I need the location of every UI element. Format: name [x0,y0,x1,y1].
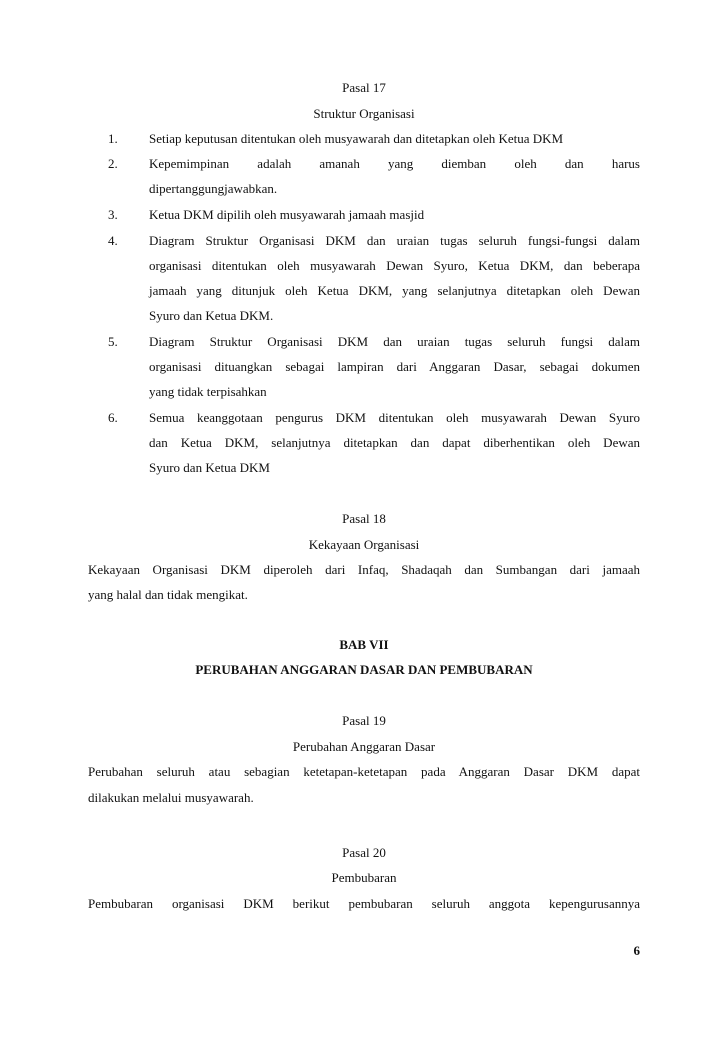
pasal-20-title: Pasal 20 [342,845,386,860]
item-4-line-4: Syuro dan Ketua DKM. [149,308,274,323]
pasal-18-line-2: yang halal dan tidak mengikat. [88,587,248,602]
item-5-line-2: organisasi dituangkan sebagai lampiran dari Anggaran Dasar, sebagai dokumen [149,359,640,374]
item-4-line-2: organisasi ditentukan oleh musyawarah Dewan Syuro, Ketua DKM, dan beberapa [149,258,640,273]
item-1-number: 1. [108,131,118,146]
item-6-line-1: Semua keanggotaan pengurus DKM ditentukan oleh musyawarah Dewan Syuro [149,410,640,425]
item-2-number: 2. [108,156,118,171]
pasal-20-subtitle: Pembubaran [331,870,397,885]
item-6-line-3: Syuro dan Ketua DKM [149,460,270,475]
item-5-line-1: Diagram Struktur Organisasi DKM dan uraian tugas seluruh fungsi dalam [149,334,640,349]
item-4-line-1: Diagram Struktur Organisasi DKM dan uraian tugas seluruh fungsi-fungsi dalam [149,233,640,248]
pasal-18-line-1: Kekayaan Organisasi DKM diperoleh dari Infaq, Shadaqah dan Sumbangan dari jamaah [88,562,640,577]
item-6-number: 6. [108,410,118,425]
pasal-20-line-1: Pembubaran organisasi DKM berikut pembubaran seluruh anggota kepengurusannya [88,896,640,911]
bab-vii-title: BAB VII [339,637,389,652]
bab-vii-subtitle: PERUBAHAN ANGGARAN DASAR DAN PEMBUBARAN [195,662,533,677]
item-3-number: 3. [108,207,118,222]
item-6-line-2: dan Ketua DKM, selanjutnya ditetapkan dan dapat diberhentikan oleh Dewan [149,435,640,450]
pasal-17-title: Pasal 17 [342,80,386,95]
pasal-19-title: Pasal 19 [342,713,386,728]
item-2-line-1: Kepemimpinan adalah amanah yang diemban oleh dan harus [149,156,640,171]
pasal-17-subtitle: Struktur Organisasi [313,106,415,121]
pasal-19-subtitle: Perubahan Anggaran Dasar [292,739,436,754]
item-4-line-3: jamaah yang ditunjuk oleh Ketua DKM, yang selanjutnya ditetapkan oleh Dewan [149,283,640,298]
item-4-number: 4. [108,233,118,248]
pasal-19-line-2: dilakukan melalui musyawarah. [88,790,254,805]
page-number: 6 [633,943,640,958]
item-5-line-3: yang tidak terpisahkan [149,384,267,399]
item-2-line-2: dipertanggungjawabkan. [149,181,278,196]
pasal-18-subtitle: Kekayaan Organisasi [308,537,420,552]
item-3-line-1: Ketua DKM dipilih oleh musyawarah jamaah masjid [149,207,425,222]
item-5-number: 5. [108,334,118,349]
item-1-line-1: Setiap keputusan ditentukan oleh musyawarah dan ditetapkan oleh Ketua DKM [149,131,564,146]
pasal-19-line-1: Perubahan seluruh atau sebagian ketetapan-ketetapan pada Anggaran Dasar DKM dapat [88,764,640,779]
pasal-18-title: Pasal 18 [342,511,386,526]
